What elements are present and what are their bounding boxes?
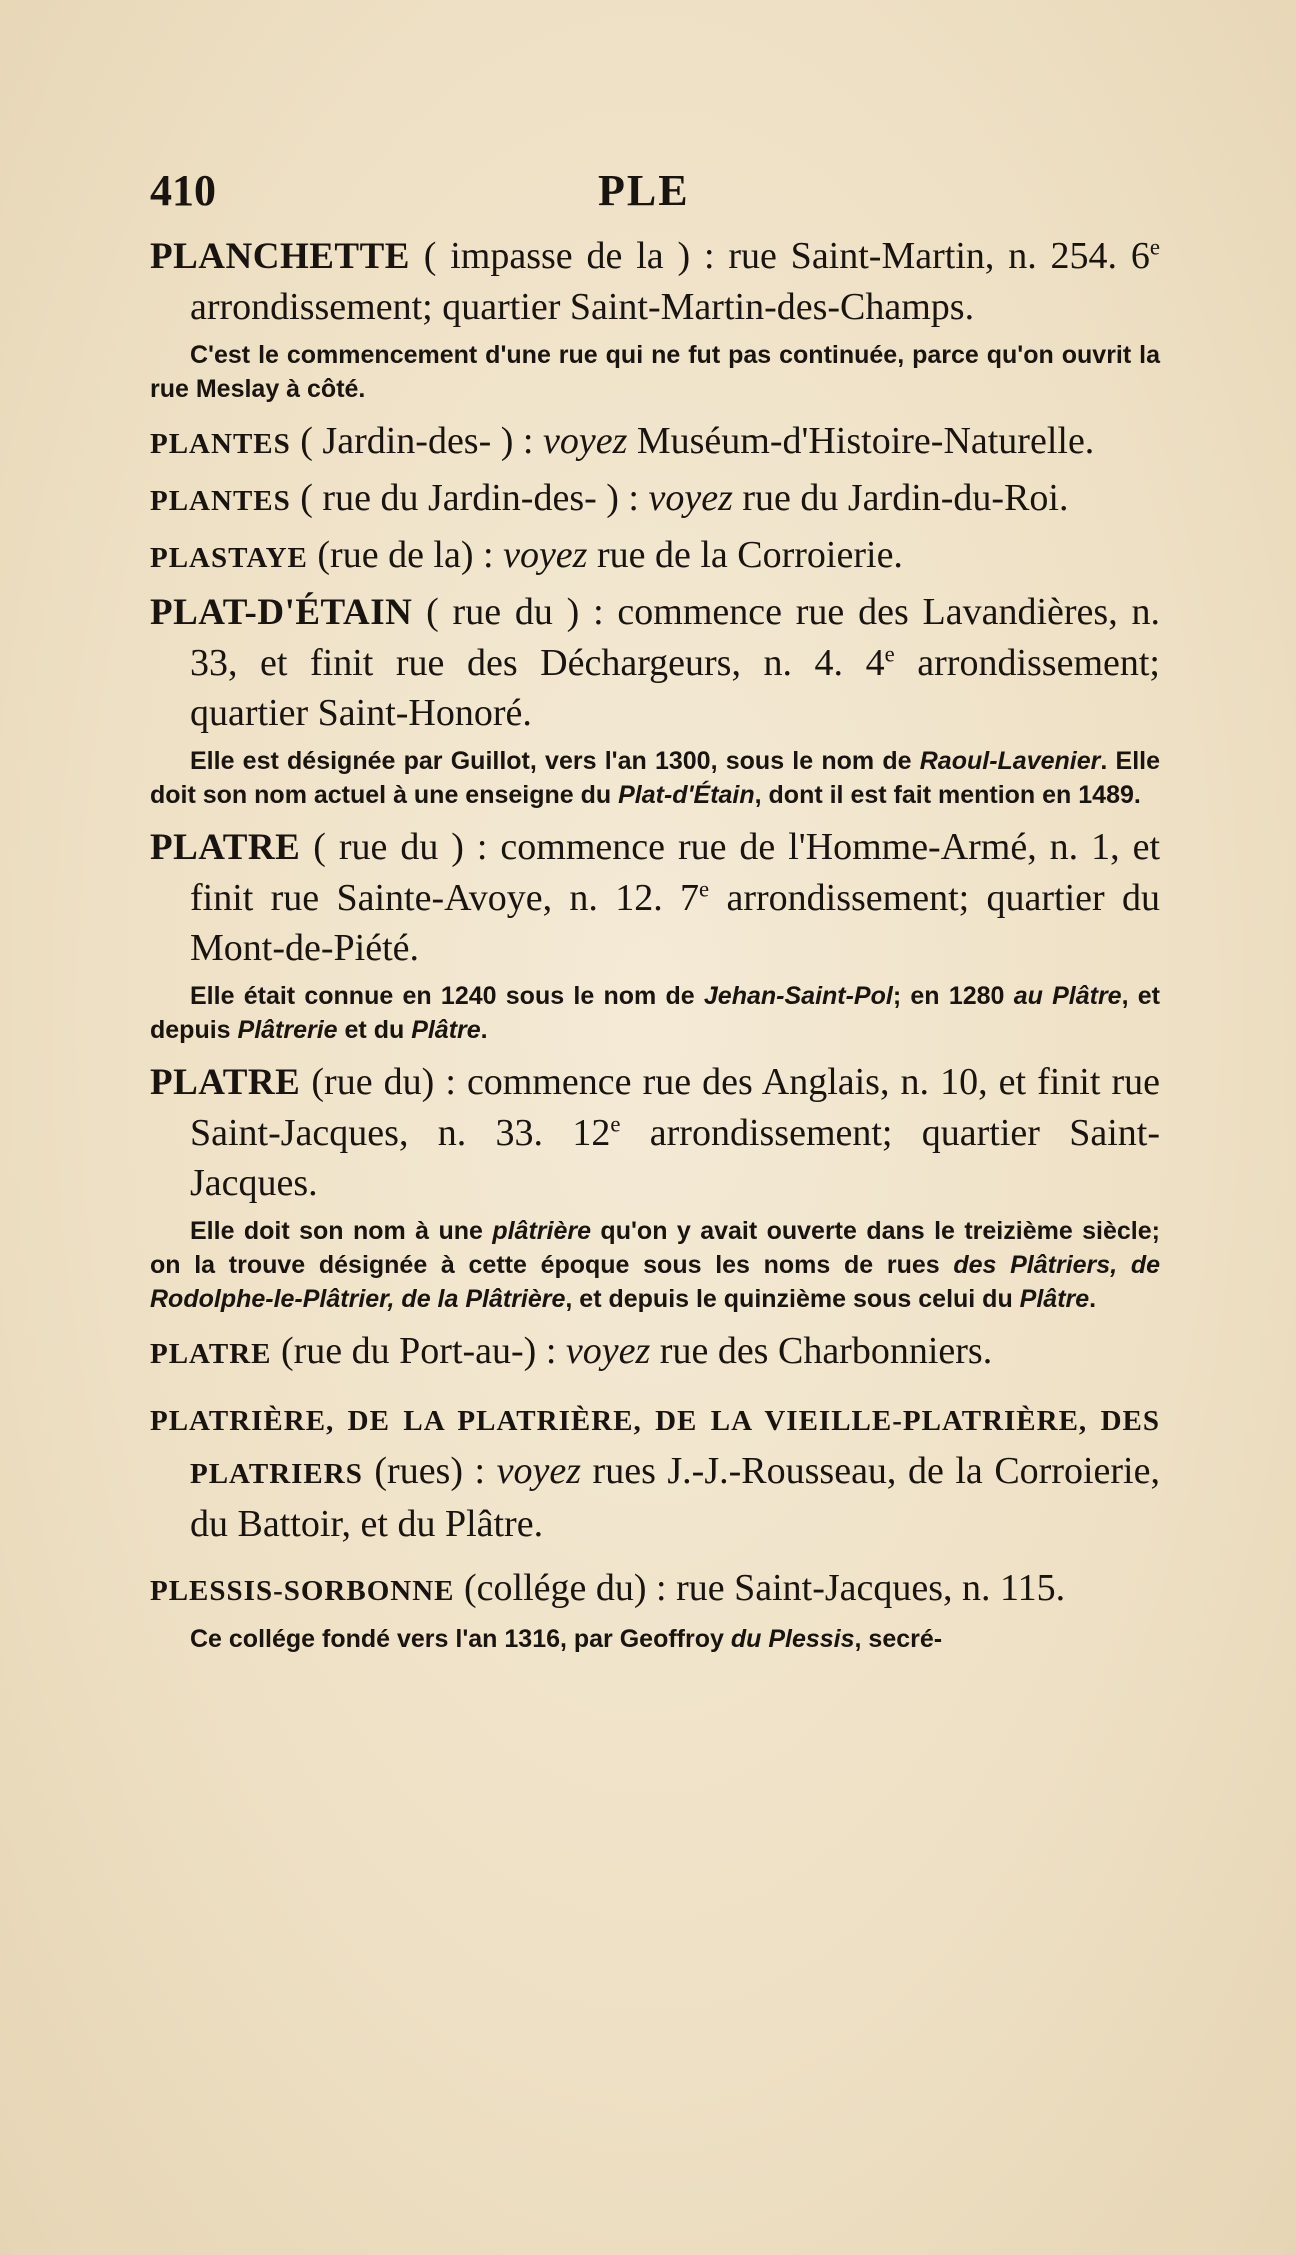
entry-headword: PLATRE xyxy=(150,1062,301,1103)
entry-headword: PLASTAYE xyxy=(150,542,308,574)
entry-platre-1: PLATRE ( rue du ) : commence rue de l'Homme-Armé, n. 1, et finit rue Sainte-Avoye, n. 12. 7e arrondissement; quartier du Mont-de-Piété. xyxy=(150,826,1160,969)
entry-headword: PLESSIS-SORBONNE xyxy=(150,1575,455,1607)
entry-plantes-1: PLANTES ( Jardin-des- ) : voyez Muséum-d'Histoire-Naturelle. xyxy=(150,420,1095,462)
entry-note: Elle était connue en 1240 sous le nom de Jehan-Saint-Pol; en 1280 au Plâtre, et depuis Plâtrerie et du Plâtre. xyxy=(150,982,1161,1044)
entry-note: Elle est désignée par Guillot, vers l'an 1300, sous le nom de Raoul-Lavenier. Elle doit son nom actuel à une enseigne du Plat-d'Étain, dont il est fait mention en 1489. xyxy=(150,747,1160,809)
entry-headword: PLATRE xyxy=(150,1338,272,1370)
entry-headword: PLANTES xyxy=(150,428,291,460)
entry-platre-2: PLATRE (rue du) : commence rue des Anglais, n. 10, et finit rue Saint-Jacques, n. 33. 12e arrondissement; quartier Saint-Jacques. xyxy=(150,1061,1160,1204)
page-number: 410 xyxy=(150,166,216,215)
page-header xyxy=(150,165,1160,227)
entry-plantes-2: PLANTES ( rue du Jardin-des- ) : voyez rue du Jardin-du-Roi. xyxy=(150,477,1069,519)
entry-plat-d-etain: PLAT-D'ÉTAIN ( rue du ) : commence rue des Lavandières, n. 33, et finit rue des Déchargeurs, n. 4. 4e arrondissement; quartier Saint-Honoré. xyxy=(150,591,1160,734)
entry-plessis-sorbonne: PLESSIS-SORBONNE (collége du) : rue Saint-Jacques, n. 115. xyxy=(150,1567,1066,1609)
entry-headword: PLATRIÈRE, DE LA PLATRIÈRE, DE LA VIEILLE-PLATRIÈRE, DES PLATRIERS xyxy=(150,1405,1160,1490)
entry-headword: PLANCHETTE xyxy=(150,236,410,277)
entry-note: Elle doit son nom à une plâtrière qu'on y avait ouverte dans le treizième siècle; on la trouve désignée à cette époque sous les noms de rues des Plâtriers, de Rodolphe-le-Plâtrier, de la Plâtrière, et depuis le quinzième sous celui du Plâtre. xyxy=(150,1217,1160,1313)
entry-headword: PLAT-D'ÉTAIN xyxy=(150,592,413,633)
entry-plastaye: PLASTAYE (rue de la) : voyez rue de la Corroierie. xyxy=(150,534,903,576)
entry-headword: PLANTES xyxy=(150,485,291,517)
entry-note: Ce collége fondé vers l'an 1316, par Geoffroy du Plessis, secré- xyxy=(190,1625,943,1653)
entry-note: C'est le commencement d'une rue qui ne fut pas continuée, parce qu'on ouvrit la rue Meslay à côté. xyxy=(150,341,1160,403)
entry-headword: PLATRE xyxy=(150,827,301,868)
entry-platre-port: PLATRE (rue du Port-au-) : voyez rue des Charbonniers. xyxy=(150,1330,993,1372)
running-head: PLE xyxy=(598,166,690,215)
entry-planchette: PLANCHETTE ( impasse de la ) : rue Saint-Martin, n. 254. 6e arrondissement; quartier Saint-Martin-des-Champs. xyxy=(150,234,1160,328)
entry-platriere: PLATRIÈRE, DE LA PLATRIÈRE, DE LA VIEILLE-PLATRIÈRE, DES PLATRIERS (rues) : voyez rues J.-J.-Rousseau, de la Corroierie, du Battoir, et du Plâtre. xyxy=(150,1405,1160,1545)
page xyxy=(150,165,1160,1666)
